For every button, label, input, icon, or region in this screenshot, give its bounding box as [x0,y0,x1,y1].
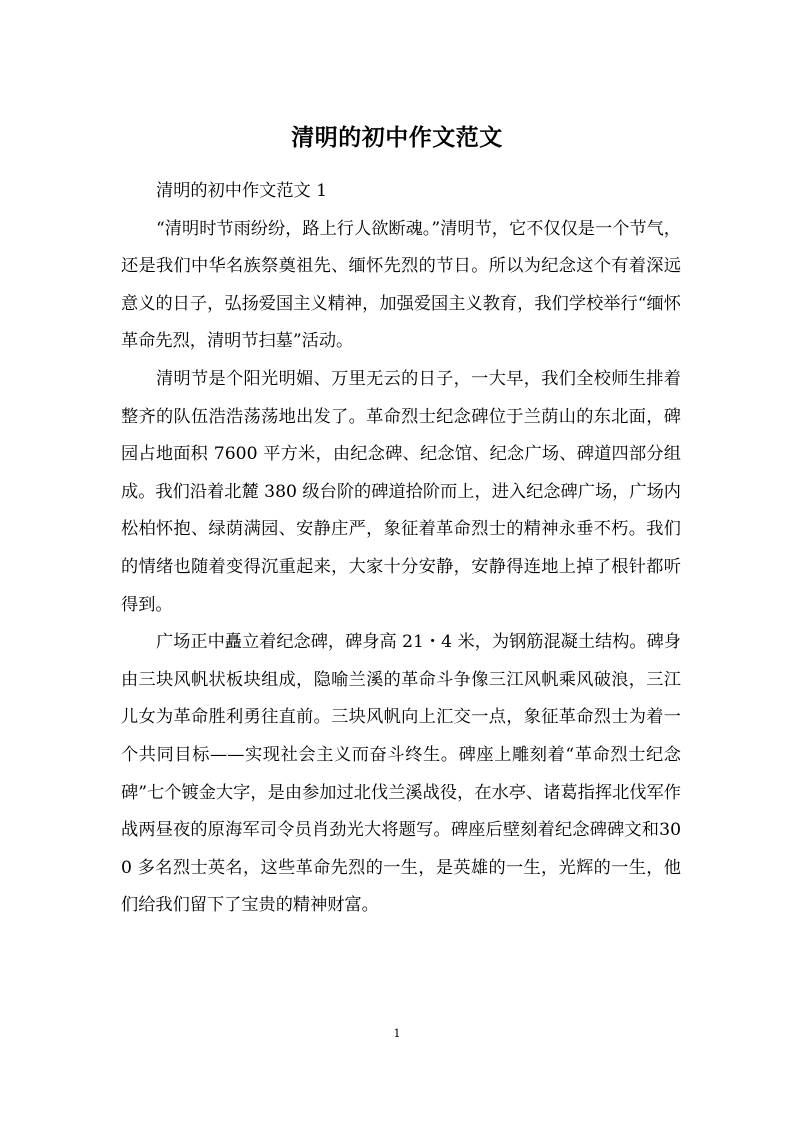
paragraph-1: “清明时节雨纷纷，路上行人欲断魂。”清明节，它不仅仅是一个节气，还是我们中华名族祭奠祖先、缅怀先烈的节日。所以为纪念这个有着深远意义的日子，弘扬爱国主义精神，加强爱国主义教育，我们学校举行“缅怀革命先烈，清明节扫墓”活动。 [121,218,681,352]
page-title: 清明的初中作文范文 [291,125,503,151]
paragraph-3: 广场正中矗立着纪念碑，碑身高 21・4 米，为钢筋混凝土结构。碑身由三块风帆状板块组成，隐喻兰溪的革命斗争像三江风帆乘风破浪，三江儿女为革命胜利勇往直前。三块风帆向上汇交一点，象征革命烈士为着一个共同目标——实现社会主义而奋斗终生。碑座上雕刻着“革命烈士纪念碑”七个镀金大字，是由参加过北伐兰溪战役，在水亭、诸葛指挥北伐军作战两昼夜的原海军司令员肖劲光大将题写。碑座后壁刻着纪念碑碑文和300 多名烈士英名，这些革命先烈的一生，是英雄的一生，光辉的一生，他们给我们留下了宝贵的精神财富。 [121,632,681,916]
essay-subtitle: 清明的初中作文范文 1 [156,181,328,201]
paragraph-2: 清明节是个阳光明媚、万里无云的日子，一大早，我们全校师生排着整齐的队伍浩浩荡荡地出发了。革命烈士纪念碑位于兰荫山的东北面，碑园占地面积 7600 平方米，由纪念碑、纪念馆、纪念广场、碑道四部分组成。我们沿着北麓 380 级台阶的碑道拾阶而上，进入纪念碑广场，广场内松柏怀抱、绿荫满园、安静庄严，象征着革命烈士的精神永垂不朽。我们的情绪也随着变得沉重起来，大家十分安静，安静得连地上掉了根针都听得到。 [121,368,681,615]
document-body [121,173,681,925]
page-number: 1 [393,1027,401,1040]
